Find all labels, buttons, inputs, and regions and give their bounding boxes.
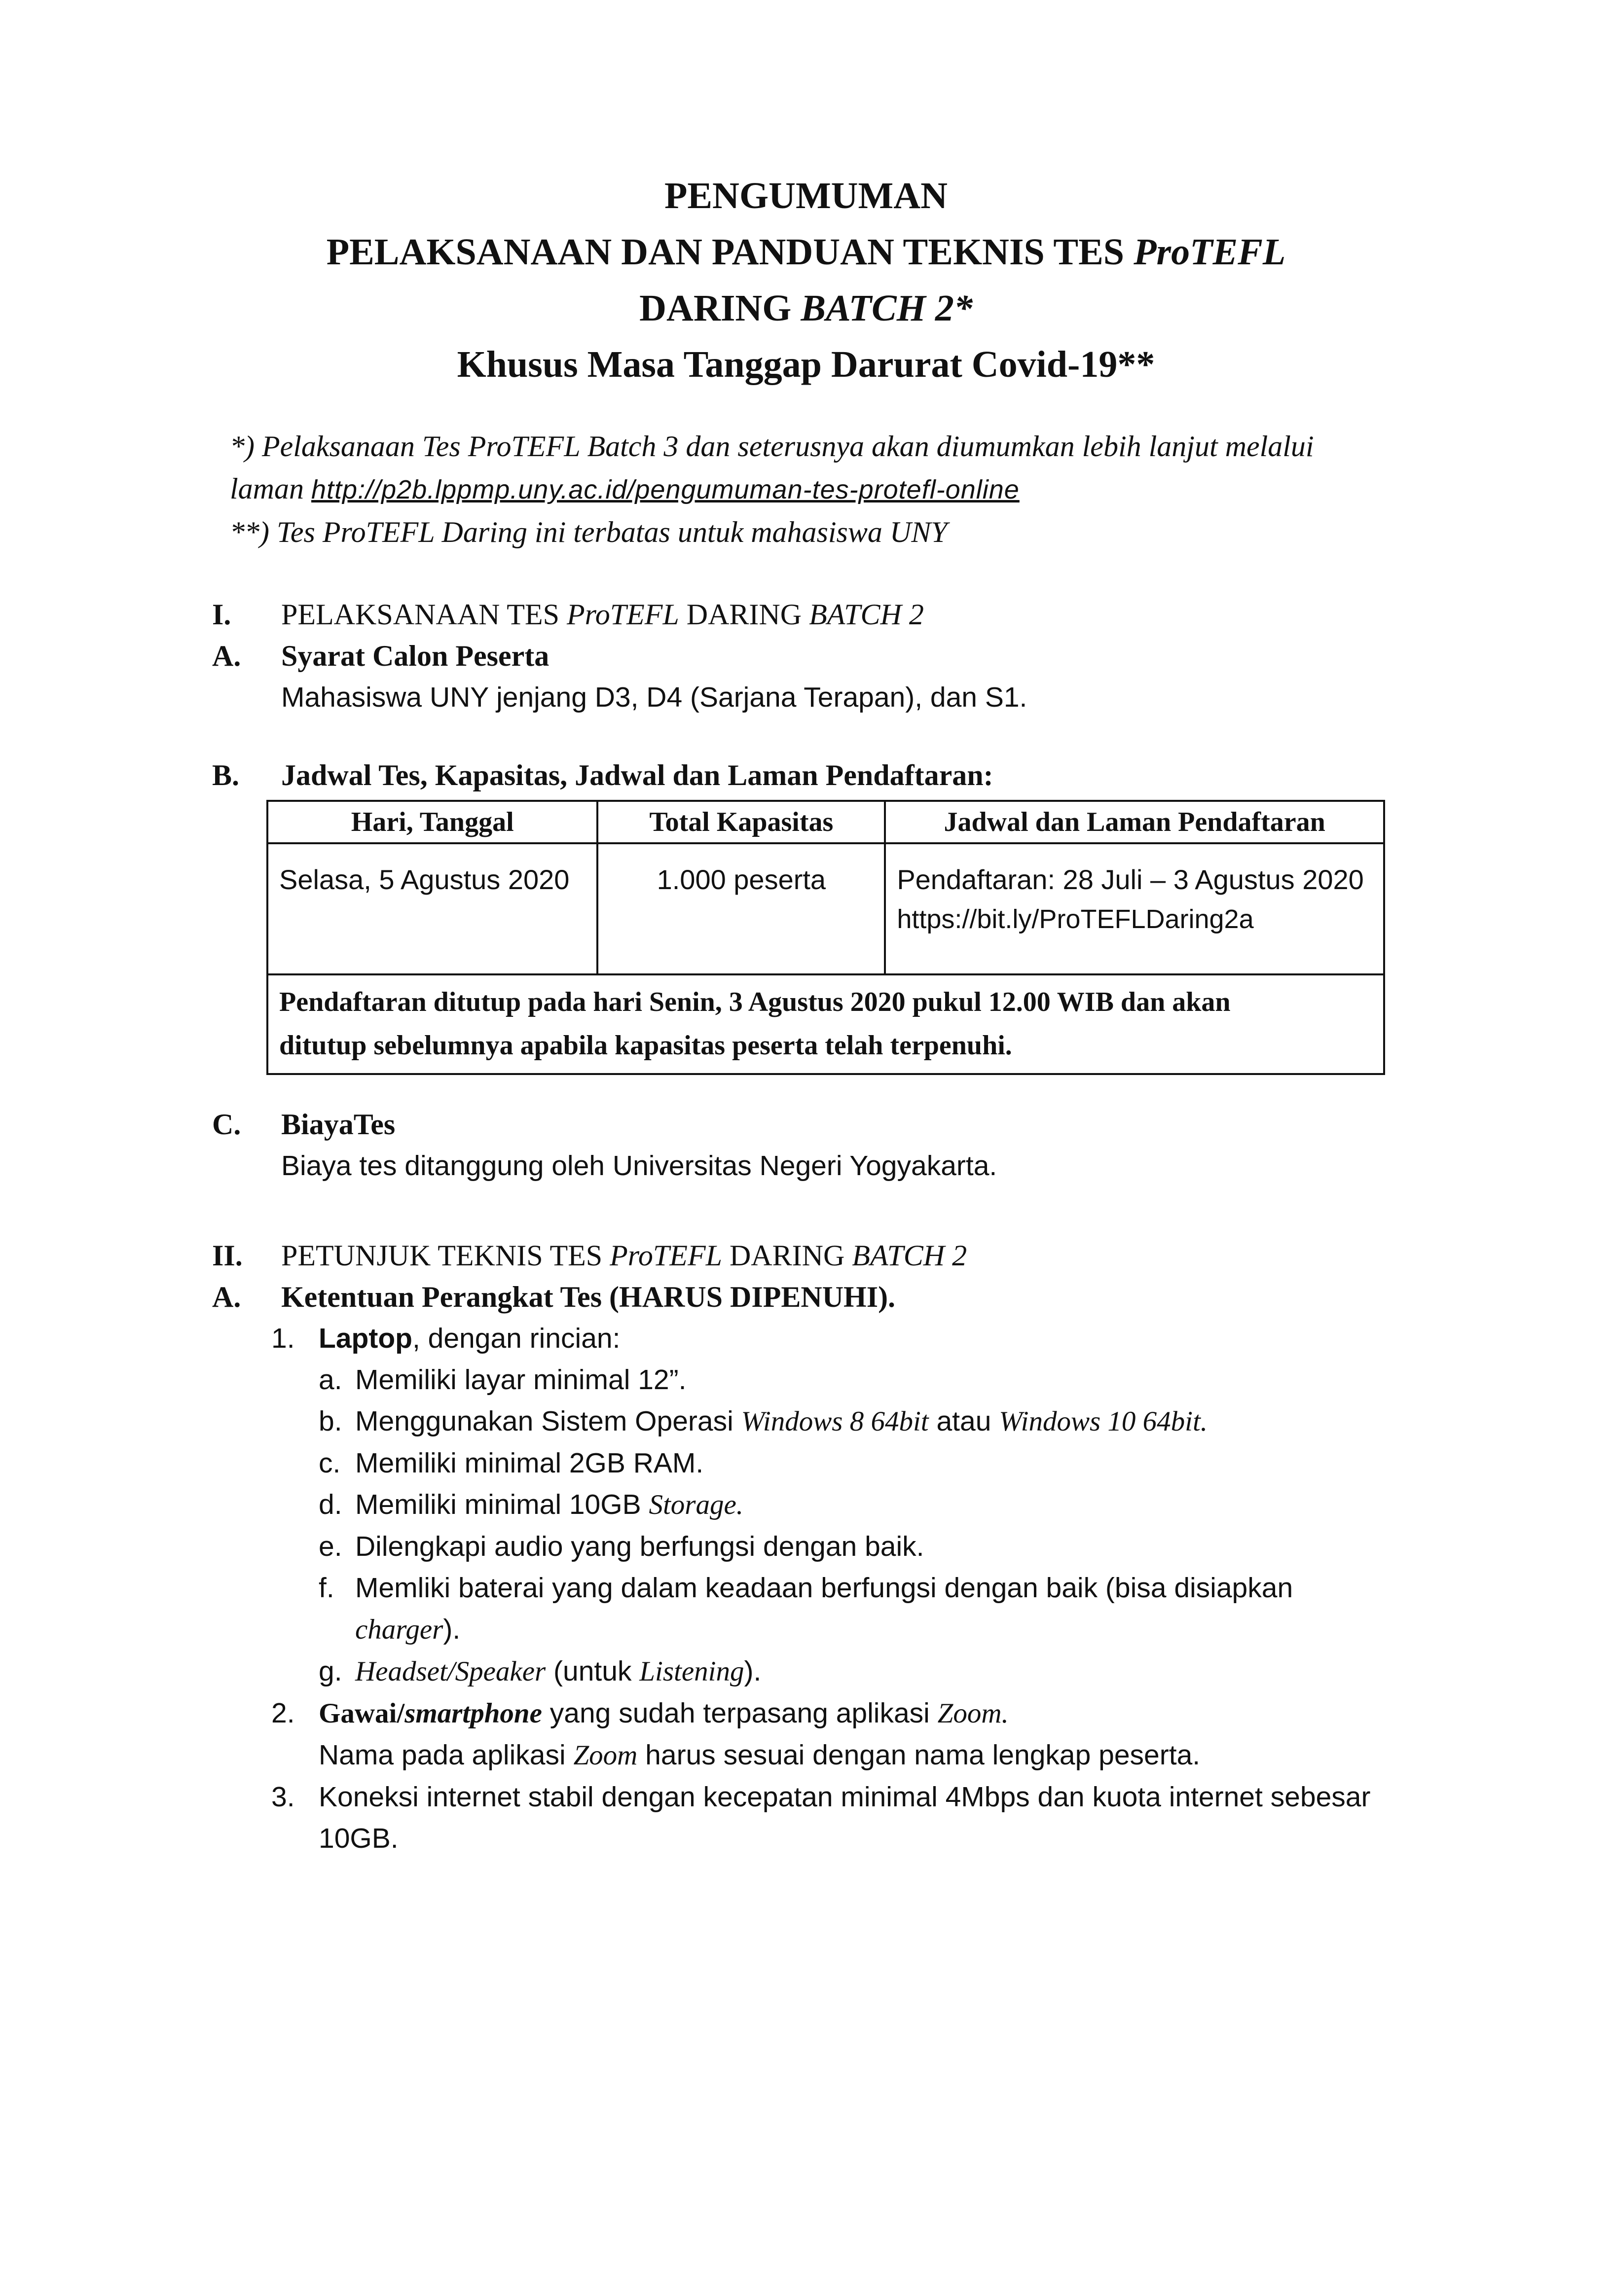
- sub-b-mid: atau: [928, 1405, 999, 1437]
- section-1b-title: Jadwal Tes, Kapasitas, Jadwal dan Laman Pendaftaran:: [281, 759, 993, 791]
- section-2-title-mid: DARING: [722, 1239, 852, 1272]
- table-header-capacity: Total Kapasitas: [597, 801, 885, 843]
- table-note-line-1: Pendaftaran ditutup pada hari Senin, 3 Agustus 2020 pukul 12.00 WIB dan akan: [279, 987, 1231, 1017]
- registration-period: Pendaftaran: 28 Juli – 3 Agustus 2020: [897, 864, 1364, 895]
- note-1-line-1: *) Pelaksanaan Tes ProTEFL Batch 3 dan seterusnya akan diumumkan lebih lanjut melalui: [230, 430, 1314, 463]
- sub-d-label: d.: [319, 1489, 342, 1520]
- item-3-number: 3.: [271, 1781, 295, 1813]
- section-1c: [212, 1104, 997, 1186]
- sub-b-em-2: Windows 10 64bit.: [999, 1406, 1208, 1437]
- note-2: **) Tes ProTEFL Daring ini terbatas untuk mahasiswa UNY: [230, 516, 948, 548]
- list-item: [212, 1650, 1370, 1692]
- sub-d-em: Storage.: [649, 1489, 744, 1520]
- item-2-line-2-em: Zoom: [573, 1740, 638, 1771]
- sub-g-end: ).: [744, 1655, 762, 1687]
- sub-c-label: c.: [319, 1447, 341, 1479]
- sub-g-em-1: Headset/Speaker: [355, 1656, 546, 1687]
- section-1c-label: C.: [212, 1108, 241, 1141]
- section-1c-heading: [212, 1104, 997, 1145]
- section-2a-title: Ketentuan Perangkat Tes (HARUS DIPENUHI).: [281, 1281, 896, 1313]
- section-2-title-em-2: BATCH 2: [852, 1239, 967, 1272]
- sub-f-em: charger: [355, 1614, 443, 1645]
- section-1b-heading: [212, 754, 993, 796]
- section-1: [212, 594, 1027, 718]
- table-row: [267, 843, 1384, 974]
- item-2-bold-em: smartphone: [404, 1698, 542, 1729]
- table-note-line-2: ditutup sebelumnya apabila kapasitas peserta telah terpenuhi.: [279, 1030, 1012, 1061]
- document-title: [0, 168, 1612, 393]
- table-header-date: Hari, Tanggal: [267, 801, 597, 843]
- note-1-line-2: [230, 467, 1424, 511]
- sub-g-em-2: Listening: [639, 1656, 744, 1687]
- section-2a-label: A.: [212, 1281, 241, 1313]
- schedule-table-wrap: [266, 800, 1385, 1075]
- item-2-number: 2.: [271, 1697, 295, 1729]
- announcement-link[interactable]: http://p2b.lppmp.uny.ac.id/pengumuman-tes-protefl-online: [311, 475, 1020, 504]
- sub-b-em-1: Windows 8 64bit: [741, 1406, 929, 1437]
- sub-g-label: g.: [319, 1655, 342, 1687]
- title-line-2-text: PELAKSANAAN DAN PANDUAN TEKNIS TES: [326, 231, 1134, 273]
- section-2: [212, 1235, 1370, 1859]
- title-line-3-text: DARING: [639, 287, 801, 329]
- section-1-title: PELAKSANAAN TES: [281, 598, 567, 631]
- section-1-title-em-1: ProTEFL: [566, 598, 679, 631]
- list-item: [212, 1359, 1370, 1400]
- list-item: [212, 1400, 1370, 1442]
- section-1-number: I.: [212, 598, 231, 631]
- sub-a-label: a.: [319, 1364, 342, 1396]
- section-2-title-em-1: ProTEFL: [610, 1239, 722, 1272]
- section-2-number: II.: [212, 1239, 243, 1272]
- list-item: [212, 1318, 1370, 1359]
- title-line-1: PENGUMUMAN: [664, 175, 948, 216]
- device-requirements: [212, 1318, 1370, 1859]
- item-2-text: yang sudah terpasang aplikasi: [542, 1697, 938, 1729]
- sub-g-mid: (untuk: [546, 1655, 640, 1687]
- sub-a-text: Memiliki layar minimal 12”.: [355, 1364, 687, 1396]
- item-2-line-2-rest: harus sesuai dengan nama lengkap peserta.: [637, 1739, 1201, 1771]
- section-1-title-em-2: BATCH 2: [809, 598, 924, 631]
- section-1a-text: Mahasiswa UNY jenjang D3, D4 (Sarjana Terapan), dan S1.: [281, 682, 1027, 713]
- table-header-row: [267, 801, 1384, 843]
- item-1-text: , dengan rincian:: [412, 1323, 621, 1354]
- section-2-title: PETUNJUK TEKNIS TES: [281, 1239, 610, 1272]
- list-item: [212, 1484, 1370, 1526]
- section-1a-label: A.: [212, 640, 241, 672]
- registration-link[interactable]: https://bit.ly/ProTEFLDaring2a: [897, 904, 1254, 934]
- table-header-registration: Jadwal dan Laman Pendaftaran: [885, 801, 1384, 843]
- title-line-4: Khusus Masa Tanggap Darurat Covid-19**: [457, 344, 1155, 385]
- section-1c-text: Biaya tes ditanggung oleh Universitas Negeri Yogyakarta.: [281, 1150, 997, 1182]
- sub-b-label: b.: [319, 1405, 342, 1437]
- list-item: [212, 1567, 1370, 1609]
- section-1a-title: Syarat Calon Peserta: [281, 640, 550, 672]
- table-cell-capacity: 1.000 peserta: [597, 843, 885, 974]
- table-cell-registration: [885, 843, 1384, 974]
- sub-f-end: ).: [443, 1614, 461, 1645]
- item-2-bold: Gawai/: [319, 1698, 405, 1729]
- list-item: 10GB.: [319, 1823, 399, 1854]
- section-2a-heading: [212, 1276, 1370, 1318]
- list-item: [212, 1776, 1370, 1818]
- footnotes: [230, 425, 1424, 553]
- sub-f-label: f.: [319, 1572, 334, 1604]
- title-line-2: [0, 224, 1612, 280]
- section-1a-heading: [212, 635, 1027, 677]
- sub-c-text: Memiliki minimal 2GB RAM.: [355, 1447, 704, 1479]
- table-cell-date: Selasa, 5 Agustus 2020: [267, 843, 597, 974]
- sub-e-label: e.: [319, 1531, 342, 1562]
- list-item: [212, 1526, 1370, 1567]
- section-1c-title: BiayaTes: [281, 1108, 396, 1141]
- item-1-bold: Laptop: [319, 1323, 412, 1354]
- list-item: [212, 1734, 1370, 1776]
- item-1-number: 1.: [271, 1323, 295, 1354]
- list-item: [212, 1692, 1370, 1734]
- sub-d-text: Memiliki minimal 10GB: [355, 1489, 649, 1520]
- table-note-cell: [267, 974, 1384, 1074]
- note-1-prefix: laman: [230, 472, 311, 505]
- section-1b: [212, 754, 993, 796]
- sub-f-line-1: Memliki baterai yang dalam keadaan berfungsi dengan baik (bisa disiapkan: [355, 1572, 1293, 1604]
- item-3-line-1: Koneksi internet stabil dengan kecepatan minimal 4Mbps dan kuota internet sebesar: [319, 1781, 1371, 1813]
- table-note-row: [267, 974, 1384, 1074]
- section-1-heading: [212, 594, 1027, 635]
- title-line-3-emphasis: BATCH 2*: [801, 287, 973, 329]
- title-line-3: [0, 280, 1612, 336]
- list-item: [212, 1609, 1370, 1650]
- item-2-line-2-text: Nama pada aplikasi: [319, 1739, 574, 1771]
- schedule-table: [266, 800, 1385, 1075]
- section-2-heading: [212, 1235, 1370, 1276]
- section-1-title-mid: DARING: [679, 598, 809, 631]
- item-2-em: Zoom.: [937, 1698, 1009, 1729]
- title-line-2-emphasis: ProTEFL: [1134, 231, 1286, 273]
- section-1b-label: B.: [212, 759, 240, 791]
- sub-b-text: Menggunakan Sistem Operasi: [355, 1405, 741, 1437]
- sub-e-text: Dilengkapi audio yang berfungsi dengan baik.: [355, 1531, 924, 1562]
- list-item: [212, 1442, 1370, 1484]
